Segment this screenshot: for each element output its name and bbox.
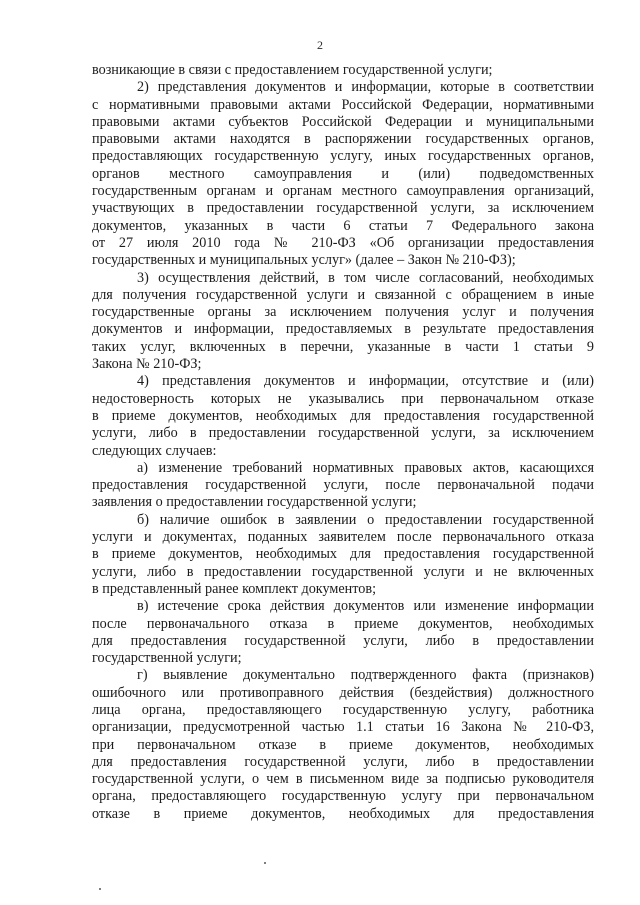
text-line: следующих случаев: <box>92 442 217 459</box>
text-line: от 27 июля 2010 года № 210-ФЗ «Об организации предоставления <box>92 234 594 251</box>
text-line: правовыми актами находятся в распоряжении государственных органов, <box>92 131 594 148</box>
scan-speck <box>99 888 101 890</box>
text-line: Закона № 210-ФЗ; <box>92 356 202 373</box>
text-line: для предоставления государственной услуги, либо в предоставлении <box>92 753 594 770</box>
text-line: г) выявление документально подтвержденного факта (признаков) <box>137 667 594 684</box>
text-line: а) изменение требований нормативных правовых актов, касающихся <box>137 459 594 476</box>
text-line: организации, предусмотренной частью 1.1 статьи 16 Закона № 210-ФЗ, <box>92 719 594 736</box>
text-line: услуги, либо в предоставлении государственной услуги и не включенных <box>92 563 594 580</box>
document-body <box>92 62 594 823</box>
text-line: услуги, либо в предоставлении государственной услуги, за исключением <box>92 425 594 442</box>
text-line: предоставляющих государственную услугу, иных государственных органов, <box>92 148 594 165</box>
text-line: таких услуг, включенных в перечни, указанные в части 1 статьи 9 <box>92 338 594 355</box>
text-line: б) наличие ошибок в заявлении о предоставлении государственной <box>137 511 594 528</box>
text-line: государственным органам и органам местного самоуправления организаций, <box>92 183 594 200</box>
text-line: органов местного самоуправления и (или) подведомственных <box>92 165 594 182</box>
text-line: в представленный ранее комплект документов; <box>92 580 377 597</box>
text-line: государственных и муниципальных услуг» (далее – Закон № 210-ФЗ); <box>92 252 516 269</box>
text-line: документов и информации, предоставляемых в результате предоставления <box>92 321 594 338</box>
text-line: государственной услуги; <box>92 650 242 667</box>
scan-speck <box>264 862 266 864</box>
text-line: для получения государственной услуги и связанной с обращением в иные <box>92 286 594 303</box>
text-line: при первоначальном отказе в приеме документов, необходимых <box>92 736 594 753</box>
text-line: после первоначального отказа в приеме документов, необходимых <box>92 615 594 632</box>
text-line: недостоверность которых не указывались при первоначальном отказе <box>92 390 594 407</box>
text-line: услуги и документах, поданных заявителем после первоначального отказа <box>92 529 594 546</box>
text-line: лица органа, предоставляющего государственную услугу, работника <box>92 701 594 718</box>
text-line: в) истечение срока действия документов или изменение информации <box>137 598 594 615</box>
text-line: 2) представления документов и информации, которые в соответствии <box>137 79 594 96</box>
page-number: 2 <box>317 38 323 52</box>
text-line: участвующих в предоставлении государственной услуги, за исключением <box>92 200 594 217</box>
text-line: возникающие в связи с предоставлением государственной услуги; <box>92 62 493 78</box>
text-line: государственной услуги, о чем в письменном виде за подписью руководителя <box>92 771 594 788</box>
text-line: с нормативными правовыми актами Российской Федерации, нормативными <box>92 96 594 113</box>
text-line: отказе в приеме документов, необходимых для предоставления <box>92 805 594 822</box>
text-line: в приеме документов, необходимых для предоставления государственной <box>92 546 594 563</box>
text-line: в приеме документов, необходимых для предоставления государственной <box>92 407 594 424</box>
text-line: государственные органы за исключением получения услуг и получения <box>92 304 594 321</box>
text-line: документов, указанных в части 6 статьи 7 Федерального закона <box>92 217 594 234</box>
text-line: для предоставления государственной услуги, либо в предоставлении <box>92 632 594 649</box>
text-line: органа, предоставляющего государственную услугу при первоначальном <box>92 788 594 805</box>
text-line: заявления о предоставлении государственной услуги; <box>92 494 417 511</box>
text-line: 4) представления документов и информации, отсутствие и (или) <box>137 373 594 390</box>
text-line: правовыми актами субъектов Российской Федерации и муниципальными <box>92 113 594 130</box>
text-line: предоставления государственной услуги, после первоначальной подачи <box>92 477 594 494</box>
text-line: 3) осуществления действий, в том числе согласований, необходимых <box>137 269 594 286</box>
text-line: ошибочного или противоправного действия (бездействия) должностного <box>92 684 594 701</box>
